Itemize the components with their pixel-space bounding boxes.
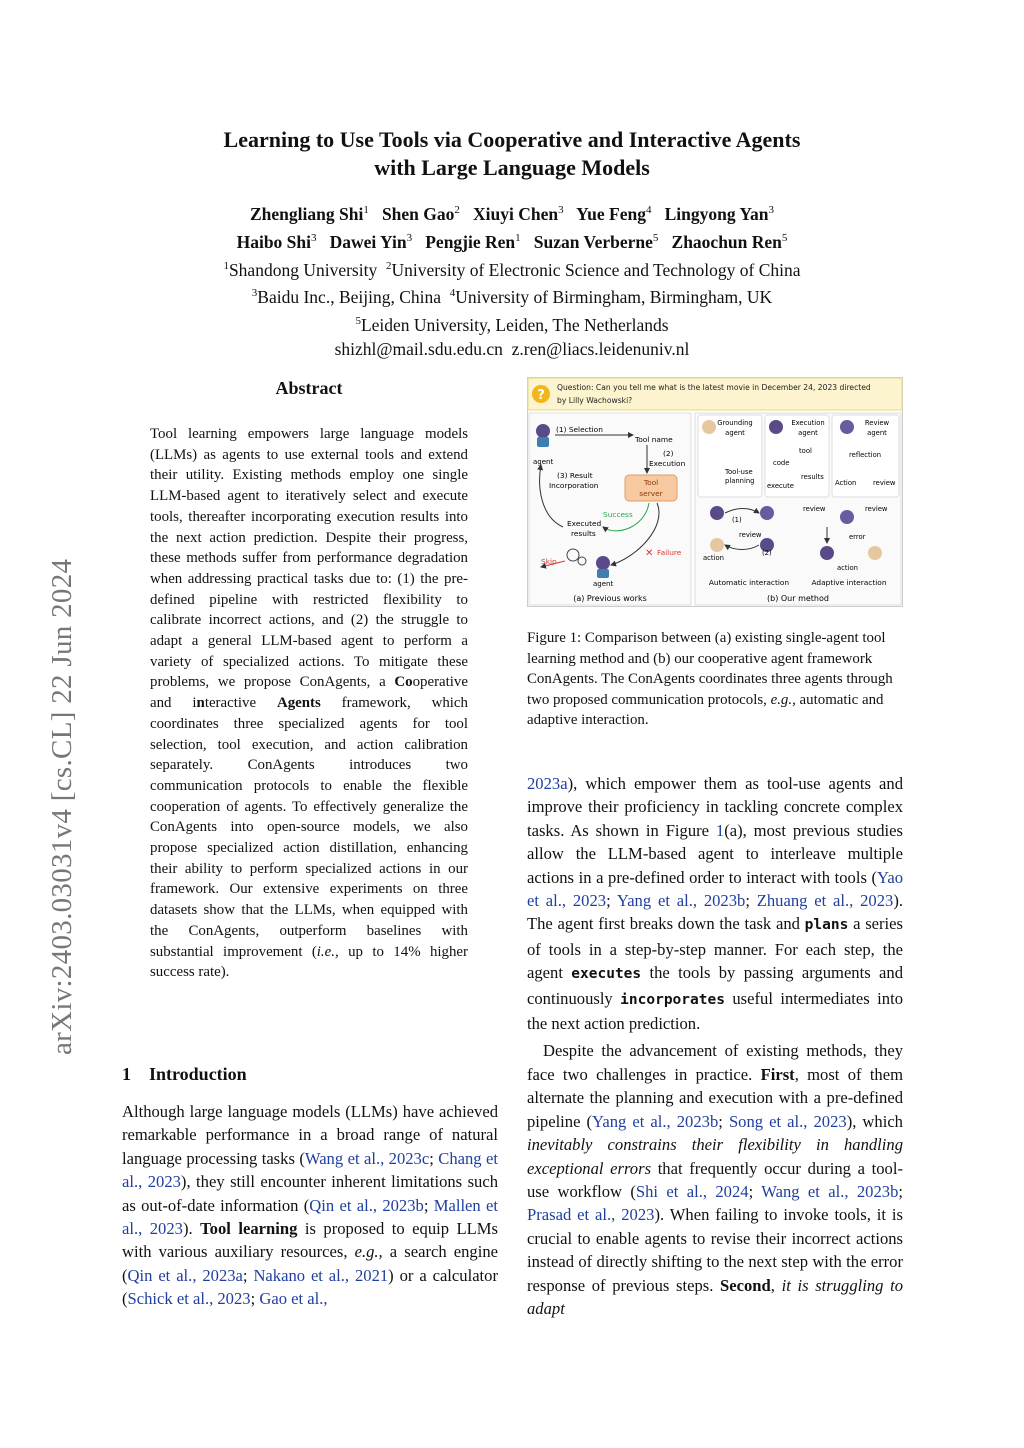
review-agent-icon <box>840 420 854 434</box>
bold-term: Tool learning <box>200 1219 298 1239</box>
abstract-bold: Agents <box>276 695 321 712</box>
citation-link[interactable]: Yang et al., 2023b <box>592 1111 719 1131</box>
text-run: ; <box>429 1148 439 1168</box>
auto-review-label: review <box>739 531 762 539</box>
text-run: ; <box>748 1181 762 1201</box>
failure-cross-icon: ✕ <box>645 548 654 559</box>
author: Lingyong Yan <box>664 203 769 224</box>
affiliation: Baidu Inc., Beijing, China <box>257 287 442 308</box>
grounding-label: Grounding <box>717 419 753 427</box>
abstract-part: operative and i <box>150 674 468 712</box>
planning-label: planning <box>725 477 755 485</box>
label-result: (3) Result <box>557 471 593 480</box>
author: Haibo Shi <box>236 231 312 252</box>
abstract-text <box>150 424 468 983</box>
adaptive-review-1: review <box>803 505 826 513</box>
tool-use-label: Tool-use <box>725 468 753 476</box>
citation-link[interactable]: Yang et al., 2023b <box>616 891 746 911</box>
figure-1 <box>527 377 903 607</box>
abstract-heading: Abstract <box>275 378 343 398</box>
label-incorporation: Incorporation <box>549 481 599 490</box>
author-sup: 5 <box>781 231 788 244</box>
arxiv-identifier: arXiv:2403.03031v4 [cs.CL] 22 Jun 2024 <box>46 558 78 1055</box>
author-sup: 3 <box>768 204 774 216</box>
tool-server-label: Tool <box>643 478 659 487</box>
label-exec-num: (2) <box>663 449 674 458</box>
text-run: is proposed to equip LLMs with various auxiliary resources, <box>122 1219 498 1262</box>
text-run: that frequently occur during a tool-use workflow ( <box>527 1158 903 1201</box>
text-run: ). The agent first breaks down the task and <box>527 891 903 934</box>
step-1-label: (1) <box>732 516 742 524</box>
label-selection: (1) Selection <box>556 425 603 434</box>
affiliation-line-2 <box>120 281 904 309</box>
affiliation: University of Birmingham, Birmingham, UK <box>455 287 773 308</box>
adaptive-interaction-label: Adaptive interaction <box>811 578 887 587</box>
citation-link[interactable]: Prasad et al., 2023 <box>527 1205 655 1225</box>
execution-agent-title: Execution <box>791 419 825 427</box>
affil-sup: 4 <box>449 287 456 300</box>
question-mark-glyph: ? <box>537 388 545 403</box>
text-run: ), which empower them as tool-use agents and improve their proficiency in tackling concrete complex tasks. As shown in Figure <box>527 774 903 840</box>
author: Yue Feng <box>576 203 646 224</box>
caption-italic: e.g., <box>770 691 796 708</box>
email-line <box>120 337 904 361</box>
affiliation: Shandong University <box>228 259 378 280</box>
citation-link[interactable]: Yao et al., 2023 <box>527 867 903 911</box>
citation-link[interactable]: Song et al., 2023 <box>728 1111 847 1131</box>
text-run: ; <box>745 891 757 911</box>
author-sup: 1 <box>363 204 369 216</box>
author-row-2 <box>120 226 904 254</box>
execution-agent-icon <box>769 420 783 434</box>
adaptive-action-label: action <box>837 564 858 572</box>
abstract-part: teractive <box>204 695 277 712</box>
affiliation: University of Electronic Science and Technology of China <box>391 259 801 280</box>
review-agent-label: agent <box>867 429 887 437</box>
text-run: ; <box>242 1265 254 1285</box>
auto-action-label: action <box>703 554 724 562</box>
code-label: code <box>773 459 790 467</box>
author: Shen Gao <box>381 203 455 224</box>
citation-link[interactable]: Chang et al., 2023 <box>122 1148 499 1192</box>
caption-text-end: automatic and adaptive interaction. <box>527 691 884 728</box>
author-row-1 <box>120 198 904 226</box>
section-number: 1 <box>122 1064 131 1084</box>
affiliation: Leiden University, Leiden, The Netherlands <box>360 315 669 336</box>
bold-term: First <box>760 1064 795 1084</box>
figure-1-caption <box>527 628 903 731</box>
label-executed: Executed <box>567 519 602 528</box>
execution-agent-label: agent <box>798 429 818 437</box>
text-run: ; <box>250 1289 260 1309</box>
agent-icon <box>840 510 854 524</box>
text-run: a search engine ( <box>122 1242 498 1285</box>
citation-link[interactable]: 2023a <box>527 774 568 793</box>
mono-term: incorporates <box>620 991 725 1008</box>
grounding-agent-icon <box>702 420 716 434</box>
text-run: ) or a calculator ( <box>122 1265 498 1309</box>
citation-link[interactable]: Qin et al., 2023a <box>127 1265 243 1285</box>
text-run: ; <box>606 891 617 911</box>
review-label: review <box>873 479 896 487</box>
adaptive-review-2: review <box>865 505 888 513</box>
right-column-text <box>527 772 903 1320</box>
author: Zhaochun Ren <box>671 231 782 252</box>
text-run: ; <box>423 1195 434 1215</box>
mono-term: executes <box>571 966 642 983</box>
author-sup: 3 <box>558 204 564 216</box>
label-tool-name: Tool name <box>635 435 673 444</box>
tool-server-label-2: server <box>639 489 663 498</box>
affil-sup: 3 <box>251 287 258 300</box>
reflection-label: reflection <box>849 451 882 459</box>
abstract-italic: i.e., <box>316 943 339 960</box>
caption-text: Figure 1: Comparison between (a) existing single-agent tool learning method and (b) our cooperative agent framework ConAgents. The ConAgents coordinates three agents through two proposed communication protocols, <box>527 630 893 708</box>
author-sup: 5 <box>652 231 659 244</box>
affil-sup: 5 <box>355 315 361 328</box>
agent-label: agent <box>593 580 614 588</box>
author-sup: 3 <box>406 231 413 244</box>
abstract-part: framework, which coordinates three specialized agents for tool selection, tool execution, and action calibration separately. ConAgents introduces two communication protocols to enable the flexible cooperation of agents. To effectively generalize the ConAgents into open-source models, we also propose specialized action distillation, enhancing their ability to perform specialized actions in our framework. Our extensive experiments on three datasets show that the LLMs, when equipped with the ConAgents, outperform baselines with substantial improvement ( <box>150 695 468 960</box>
action-label: Action <box>835 479 857 487</box>
agent-label: agent <box>533 458 554 466</box>
label-skip: Skip <box>541 557 557 566</box>
citation-link[interactable]: Schick et al., 2023 <box>127 1289 251 1309</box>
text-run: ; <box>898 1181 903 1201</box>
automatic-interaction-label: Automatic interaction <box>708 578 790 587</box>
text-run: ; <box>718 1111 729 1131</box>
italic-run: it is struggling to adapt <box>527 1275 904 1318</box>
agent-icon <box>760 506 774 520</box>
email[interactable]: z.ren@liacs.leidenuniv.nl <box>511 339 690 360</box>
affiliation-line-1 <box>120 254 904 282</box>
label-execution: Execution <box>649 459 686 468</box>
text-run: , <box>770 1275 782 1295</box>
author: Zhengliang Shi <box>250 203 364 224</box>
caption-a: (a) Previous works <box>573 594 647 603</box>
execute-label: execute <box>767 482 794 490</box>
text-run: useful intermediates into the next action prediction. <box>527 988 903 1034</box>
label-success: Success <box>603 510 633 519</box>
author-sup: 1 <box>515 231 521 244</box>
introduction-text <box>122 1100 498 1311</box>
review-agent-title: Review <box>864 419 890 427</box>
agent-icon <box>596 556 610 578</box>
author: Xiuyi Chen <box>473 203 559 224</box>
citation-link[interactable]: Shi et al., 2024 <box>635 1181 749 1201</box>
affiliation-line-3 <box>120 309 904 337</box>
text-run: Despite the advancement of existing methods, they face two challenges in practice. <box>527 1041 903 1084</box>
caption-b: (b) Our method <box>767 594 829 603</box>
affil-sup: 1 <box>223 259 229 272</box>
title-line-2: with Large Language Models <box>374 155 650 180</box>
paper-title <box>120 126 904 182</box>
email[interactable]: shizhl@mail.sdu.edu.cn <box>334 339 503 360</box>
paragraph <box>527 1039 903 1320</box>
author: Suzan Verberne <box>533 231 653 252</box>
author: Pengjie Ren <box>425 231 516 252</box>
label-results: results <box>571 529 596 538</box>
citation-link[interactable]: Zhuang et al., 2023 <box>756 891 894 911</box>
error-label: error <box>849 533 866 541</box>
tool-label: tool <box>799 447 812 455</box>
title-line-1: Learning to Use Tools via Cooperative and Interactive Agents <box>223 127 801 152</box>
author-block <box>120 198 904 361</box>
text-run: ). When failing to invoke tools, it is crucial to enable agents to revise their incorrect actions instead of directly shifting to the next step with the error response of previous steps. <box>527 1205 903 1295</box>
agent-icon <box>710 506 724 520</box>
abstract-part: up to 14% higher success rate). <box>150 943 469 981</box>
italic-run: inevitably constrains their flexibility in handling exceptional errors <box>527 1135 903 1178</box>
citation-link[interactable]: Nakano et al., 2021 <box>253 1265 389 1285</box>
text-run: ). <box>182 1219 201 1239</box>
italic-run: e.g., <box>354 1242 383 1262</box>
author: Dawei Yin <box>329 231 407 252</box>
step-2-label: (2) <box>762 549 772 557</box>
paragraph <box>527 772 903 1035</box>
affil-sup: 2 <box>385 259 392 272</box>
citation-link[interactable]: Wang et al., 2023b <box>761 1181 899 1201</box>
question-text: Question: Can you tell me what is the latest movie in December 24, 2023 directed <box>557 383 871 392</box>
section-heading-introduction <box>122 1064 247 1085</box>
text-run: ), they still encounter inherent limitations such as out-of-date information ( <box>122 1172 498 1215</box>
text-run: the tools by passing arguments and continuously <box>527 963 903 1008</box>
text-run: ), which <box>846 1111 903 1131</box>
question-text-2: by Lilly Wachowski? <box>557 396 633 405</box>
text-run: Although large language models (LLMs) have achieved remarkable performance in a broad range of natural language processing tasks ( <box>122 1102 498 1168</box>
figure-1-diagram <box>527 377 903 607</box>
citation-link[interactable]: Mallen et al., 2023 <box>122 1195 498 1239</box>
text-run: (a), most previous studies allow the LLM-based agent to interleave multiple actions in a pre-defined order to interact with tools ( <box>527 820 903 887</box>
agent-icon <box>868 546 882 560</box>
agent-icon <box>536 424 550 447</box>
text-run: a series of tools in a step-by-step manner. For each step, the agent <box>527 914 903 983</box>
author-sup: 2 <box>454 204 460 216</box>
results-label: results <box>801 473 824 481</box>
grounding-agent-label: agent <box>725 429 745 437</box>
section-title: Introduction <box>149 1064 247 1084</box>
agent-icon <box>710 538 724 552</box>
abstract-part: Tool learning empowers large language models (LLMs) as agents to use external tools and extend their utility. Existing methods employ one single LLM-based agent to iteratively select and execute tools, thereafter incorporating execution results into the next action prediction. Despite their progress, these methods suffer from performance degradation when addressing practical tasks due to: (1) the pre-defined pipeline with restricted flexibility to calibrate incorrect actions, and (2) the struggle to adapt a general LLM-based agent to perform a variety of specialized actions. To mitigate these problems, we propose ConAgents, a <box>150 426 468 691</box>
text-run: , most of them alternate the planning and execution with a pre-defined pipeline ( <box>527 1064 903 1131</box>
label-failure: Failure <box>657 548 682 557</box>
figure-ref-link[interactable]: 1 <box>715 820 725 840</box>
agent-icon <box>820 546 834 560</box>
abstract-bold: n <box>196 695 205 712</box>
bold-term: Second <box>720 1275 771 1295</box>
author-sup: 4 <box>645 204 652 216</box>
mono-term: plans <box>804 917 849 934</box>
citation-link[interactable]: Gao et al., <box>259 1289 328 1309</box>
citation-link[interactable]: Qin et al., 2023b <box>309 1195 424 1215</box>
abstract-bold: Co <box>394 674 413 691</box>
author-sup: 3 <box>311 231 317 244</box>
citation-link[interactable]: Wang et al., 2023c <box>304 1148 430 1168</box>
